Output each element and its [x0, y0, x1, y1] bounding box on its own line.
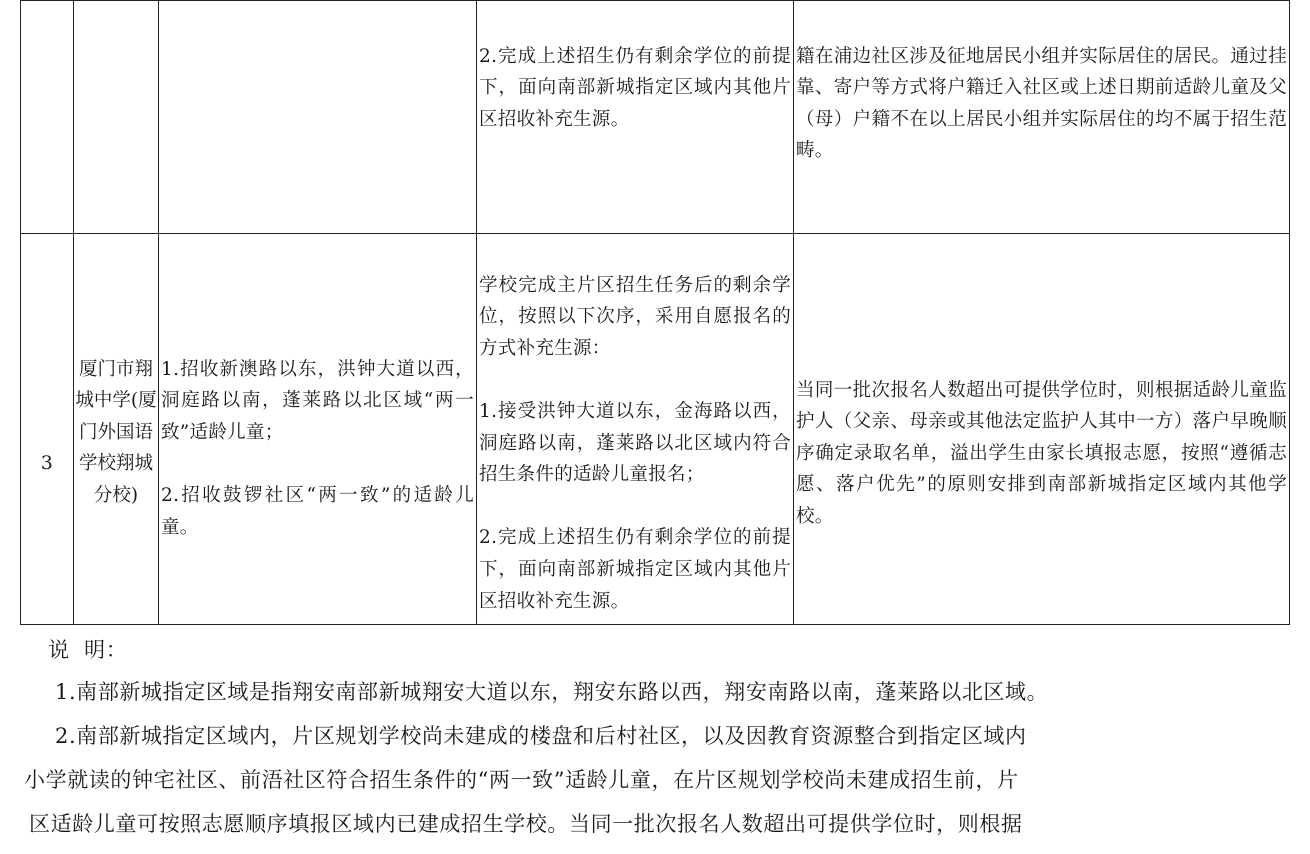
- row2-school-cell: [74, 322, 158, 543]
- row-divider: [20, 233, 1290, 234]
- supplement-item-2: 2.完成上述招生仍有剩余学位的前提下，面向南部新城指定区域内其他片区招收补充生源。: [479, 527, 791, 612]
- supplement-item-1: 1.接受洪钟大道以东，金海路以西，洞庭路以南，蓬莱路以北区域内符合招生条件的适龄儿童报名；: [479, 400, 791, 486]
- row1-supplement-text: 2.完成上述招生仍有剩余学位的前提下，面向南部新城指定区域内其他片区招收补充生源。: [479, 45, 791, 130]
- row1-note-text: 籍在浦边社区涉及征地居民小组并实际居住的居民。通过挂靠、寄户等方式将户籍迁入社区或上述日期前适龄儿童及父（母）户籍不在以上居民小组并实际居住的均不属于招生范畴。: [796, 45, 1287, 162]
- row2-note-cell: [794, 343, 1289, 564]
- table-border-right: [1289, 0, 1290, 625]
- row2-index-cell: [21, 416, 73, 479]
- note-item-2-line-1: 2.南部新城指定区域内，片区规划学校尚未建成的楼盘和后村社区，以及因教育资源整合到指定区域内: [55, 724, 1027, 748]
- note-item-2-line-2: 小学就读的钟宅社区、前浯社区符合招生条件的“两一致”适龄儿童，在片区规划学校尚未建成招生前，片: [24, 768, 1019, 792]
- supplement-intro: 学校完成主片区招生任务后的剩余学位，按照以下次序，采用自愿报名的方式补充生源：: [479, 274, 791, 359]
- area-item-2: 2.招收鼓锣社区“两一致”的适龄儿童。: [161, 484, 474, 538]
- note-item-1: 1.南部新城指定区域是指翔安南部新城翔安大道以东，翔安东路以西，翔安南路以南，蓬莱路以北区域。: [55, 680, 1049, 704]
- school-name: 厦门市翔城中学(厦门外国语学校翔城分校): [75, 358, 157, 506]
- table-border-top: [20, 0, 1290, 1]
- row1-supplement-cell: [477, 9, 793, 167]
- note-item-2-line-3: 区适龄儿童可按照志愿顺序填报区域内已建成招生学校。当同一批次报名人数超出可提供学位时，则根据: [29, 812, 1023, 836]
- row1-note-cell: [794, 9, 1289, 199]
- row-index: 3: [40, 451, 54, 474]
- row2-supplement-cell: [477, 238, 793, 649]
- column-divider: [20, 0, 21, 625]
- notes-heading: 说 明：: [48, 638, 128, 662]
- row2-note-text: 当同一批次报名人数超出可提供学位时，则根据适龄儿童监护人（父亲、母亲或其他法定监护人其中一方）落户早晚顺序确定录取名单，溢出学生由家长填报志愿，按照“遵循志愿、落户优先”的原则安排到南部新城指定区域内其他学校。: [796, 379, 1287, 527]
- row2-area-cell: [159, 322, 476, 575]
- area-item-1: 1.招收新澳路以东，洪钟大道以西，洞庭路以南，蓬莱路以北区域“两一致”适龄儿童；: [161, 358, 474, 443]
